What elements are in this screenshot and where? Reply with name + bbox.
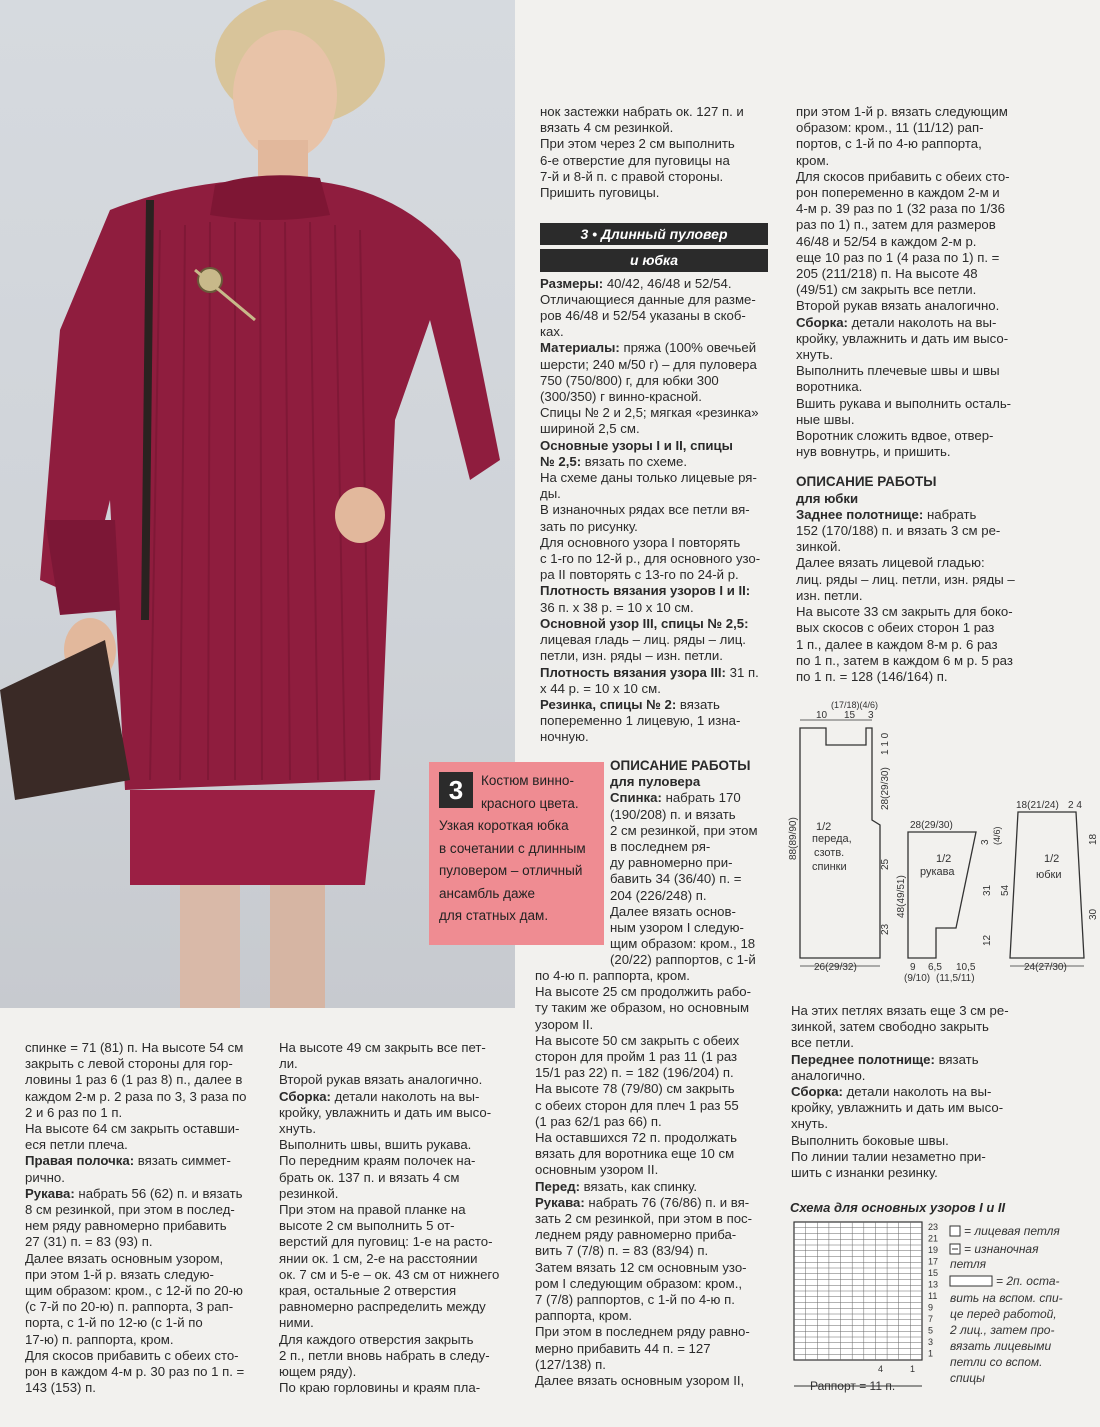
svg-text:3: 3 <box>868 710 874 721</box>
column-pullover: ОПИСАНИЕ РАБОТЫ для пуловера Спинка: набрать 170 (190/208) п. и вязать 2 см резинкой, при этом в последнем ря- ду равномерно при- бавить 34 (36/40) п. = 204 (226/248) п. Далее вязать основ- ным узором I следую- щим образом: кром., 18 (20/22) раппортов, с 1-й <box>610 758 758 968</box>
svg-text:18: 18 <box>1088 833 1099 845</box>
svg-text:переда,: переда, <box>812 833 852 845</box>
svg-text:(4/6): (4/6) <box>992 826 1002 845</box>
svg-text:1/2: 1/2 <box>1044 853 1060 865</box>
svg-text:(9/10): (9/10) <box>904 973 931 984</box>
pattern-schematics <box>786 700 1100 990</box>
svg-text:30: 30 <box>1088 908 1099 920</box>
svg-text:26(29/32): 26(29/32) <box>814 962 857 973</box>
svg-text:сзотв.: сзотв. <box>814 847 845 859</box>
svg-text:(17/18)(4/6): (17/18)(4/6) <box>831 700 879 710</box>
svg-text:15: 15 <box>844 710 856 721</box>
chart-row-number: 17 <box>928 1256 939 1267</box>
svg-text:1/2: 1/2 <box>816 821 832 833</box>
sleeve-outline <box>908 832 976 958</box>
svg-text:петля: петля <box>950 1257 987 1271</box>
column-bottom-2: На высоте 49 см закрыть все пет- ли. Второй рукав вязать аналогично. Сборка: детали наколоть на вы- кройку, увлажнить и дать им высо- хнуть. Выполнить швы, вшить рукава. По передним краям полочек на- брать ок. 137 п. и вязать 4 см резинкой. При этом на правой планке на высоте 2 см выполнить 5 от- верстий для пуговиц: 1-е на расто- янии ок. 1 см, 2-е на расстоянии ок. 7 см и 5-е – ок. 43 см от нижнего края, остальные 2 отверстия равномерно распределить между ними. Для каждого отверстия закрыть 2 п., петли вновь набрать в следу- ющем ряду). По краю горловины и краям пла- <box>279 1040 500 1396</box>
column-bottom-4: На этих петлях вязать еще 3 см ре- зинкой, затем свободно закрыть все петли. Переднее полотнище: вязать аналогично. Сборка: детали наколоть на вы- кройку, увлажнить и дать им высо- хнуть. Выполнить боковые швы. По линии талии незаметно при- шить с изнанки резинку. <box>791 1003 1009 1181</box>
svg-text:88(89/90): 88(89/90) <box>788 817 799 860</box>
chart-row-number: 9 <box>928 1302 934 1313</box>
svg-text:48(49/51): 48(49/51) <box>896 875 907 918</box>
svg-text:18(21/24): 18(21/24) <box>1016 800 1059 811</box>
knitting-chart-block <box>790 1200 1090 1215</box>
svg-text:вязать лицевыми: вязать лицевыми <box>950 1339 1052 1353</box>
chart-row-number: 3 <box>928 1337 934 1347</box>
svg-text:= лицевая петля: = лицевая петля <box>964 1224 1060 1238</box>
chart-row-number: 19 <box>928 1245 939 1255</box>
col-marker: 1 <box>910 1364 916 1374</box>
svg-text:54: 54 <box>1000 884 1011 896</box>
svg-text:3: 3 <box>980 839 991 845</box>
chart-row-number: 5 <box>928 1325 934 1336</box>
chart-row-number: 15 <box>928 1268 939 1278</box>
svg-text:23: 23 <box>880 923 891 935</box>
svg-text:петли со вспом.: петли со вспом. <box>950 1355 1043 1369</box>
section-title-2: и юбка <box>540 249 768 271</box>
svg-text:28(29/30): 28(29/30) <box>880 767 891 810</box>
svg-text:(11,5/11): (11,5/11) <box>936 973 975 984</box>
svg-text:10: 10 <box>816 710 828 721</box>
svg-text:9: 9 <box>910 962 916 973</box>
svg-text:спицы: спицы <box>950 1371 985 1385</box>
svg-text:юбки: юбки <box>1036 869 1062 881</box>
skirt-outline <box>1010 812 1084 958</box>
chart-row-number: 23 <box>928 1222 939 1232</box>
svg-text:6,5: 6,5 <box>928 962 942 973</box>
svg-text:28(29/30): 28(29/30) <box>910 820 953 831</box>
chart-rapport: Раппорт = 11 п. <box>810 1379 896 1393</box>
knitting-chart <box>790 1218 1090 1398</box>
svg-text:спинки: спинки <box>812 861 847 873</box>
svg-text:рукава: рукава <box>920 866 955 878</box>
column-top-middle: нок застежки набрать ок. 127 п. и вязать 4 см резинкой. При этом через 2 см выполнить 6-е отверстие для пуговицы на 7-й и 8-й п. с правой стороны. Пришить пуговицы. 3 • Длинный пуловер и юбка Размеры: 40/42, 46/48 и 52/54. Отличающиеся данные для разме- ров 46/48 и 52/54 указаны в скоб- ках. Материалы: пряжа (100% овечьей шерсти; 240 м/50 г) – для пуловера 750 (750/800) г, для юбки 300 (300/350) г винно-красной. Спицы № 2 и 2,5; мягкая «резинка» шириной 2,5 см. Основные узоры I и II, спицы № 2,5: вязать по схеме. На схеме даны только лицевые ря- ды. В изнаночных рядах все петли вя- зать по рисунку. Для основного узора I повторять с 1-го по 12-й р., для основного узо- ра II повторять с 13-го по 24-й р. Плотность вязания узоров I и II: 36 п. х 38 р. = 10 х 10 см. Основной узор III, спицы № 2,5: лицевая гладь – лиц. ряды – лиц. петли, изн. ряды – изн. петли. Плотность вязания узора III: 31 п. х 44 р. = 10 х 10 см. Резинка, спицы № 2: вязать попеременно 1 лицевую, 1 изна- ночную. <box>540 104 768 746</box>
chart-row-number: 11 <box>928 1291 938 1301</box>
caption-number: 3 <box>439 772 473 808</box>
svg-text:1 1 0: 1 1 0 <box>880 732 891 755</box>
caption-text: Костюм винно- красного цвета. Узкая короткая юбка в сочетании с длинным пуловером – отличный ансамбль даже для статных дам. <box>439 773 586 923</box>
chart-row-number: 1 <box>928 1348 934 1359</box>
svg-text:2 4: 2 4 <box>1068 800 1082 811</box>
chart-row-number: 7 <box>928 1314 934 1324</box>
svg-text:12: 12 <box>982 934 993 946</box>
chart-title: Схема для основных узоров I и II <box>790 1200 1006 1215</box>
chart-legend <box>949 1224 1063 1385</box>
svg-text:2 лиц., затем про-: 2 лиц., затем про- <box>950 1323 1055 1337</box>
svg-text:25: 25 <box>880 858 891 870</box>
svg-text:10,5: 10,5 <box>956 962 976 973</box>
column-top-right: при этом 1-й р. вязать следующим образом: кром., 11 (11/12) рап- портов, с 1-й по 4-ю раппорта, кром. Для скосов прибавить с обеих сто- рон попеременно в каждом 2-м и 4-м р. 39 раз по 1 (32 раза по 1/36 раз по 1) п., затем для размеров 46/48 и 52/54 в каждом 2-м р. еще 10 раз по 1 (4 раза по 1) п. = 205 (211/218) п. На высоте 48 (49/51) см закрыть все петли. Второй рукав вязать аналогично. Сборка: детали наколоть на вы- кройку, увлажнить и дать им высо- хнуть. Выполнить плечевые швы и швы воротника. Вшить рукава и выполнить осталь- ные швы. Воротник сложить вдвое, отвер- нув вовнутрь, и пришить. ОПИСАНИЕ РАБОТЫ для юбки Заднее полотнище: набрать 152 (170/188) п. и вязать 3 см ре- зинкой. Далее вязать лицевой гладью: лиц. ряды – лиц. петли, изн. ряды – изн. петли. На высоте 33 см закрыть для боко- вых скосов с обеих сторон 1 раз 1 п., далее в каждом 8-м р. 6 раз по 1 п., затем в каждом 6 м р. 5 раз по 1 п. = 128 (146/164) п. <box>796 104 1015 684</box>
svg-text:31: 31 <box>982 884 993 896</box>
chart-row-number: 13 <box>928 1279 939 1290</box>
svg-text:= 2п. оста-: = 2п. оста- <box>996 1274 1060 1288</box>
svg-text:= изнаночная: = изнаночная <box>964 1242 1039 1256</box>
col-marker: 4 <box>878 1364 884 1374</box>
section-title: 3 • Длинный пуловер <box>540 223 768 245</box>
svg-text:24(27/30): 24(27/30) <box>1024 962 1067 973</box>
svg-text:1/2: 1/2 <box>936 853 952 865</box>
chart-row-numbers <box>928 1222 938 1359</box>
column-bottom-1: спинке = 71 (81) п. На высоте 54 см закрыть с левой стороны для гор- ловины 1 раз 6 (1 раз 8) п., далее в каждом 2-м р. 2 раза по 3, 3 раза по 2 и 6 раз по 1 п. На высоте 64 см закрыть оставши- еся петли плеча. Правая полочка: вязать симмет- рично. Рукава: набрать 56 (62) п. и вязать 8 см резинкой, при этом в послед- нем ряду равномерно прибавить 27 (31) п. = 83 (93) п. Далее вязать основным узором, при этом 1-й р. вязать следую- щим образом: кром., с 12-й по 20-ю (с 7-й по 20-ю) п. раппорта, 3 рап- порта, с 1-й по 12-ю (с 1-й по 17-ю) п. раппорта, кром. Для скосов прибавить с обеих сто- рон в каждом 4-м р. 30 раз по 1 п. = 143 (153) п. <box>25 1040 247 1396</box>
chart-row-number: 21 <box>928 1233 939 1244</box>
svg-text:це перед работой,: це перед работой, <box>950 1307 1057 1321</box>
svg-text:вить на вспом. спи-: вить на вспом. спи- <box>950 1291 1063 1305</box>
photo-caption <box>429 762 604 945</box>
column-bottom-3: по 4-ю п. раппорта, кром. На высоте 25 см продолжить рабо- ту таким же образом, но основным узором II. На высоте 50 см закрыть с обеих сторон для пройм 1 раз 11 (1 раз 15/1 раз 22) п. = 182 (196/204) п. На высоте 78 (79/80) см закрыть с обеих сторон для плеч 1 раз 55 (1 раз 62/1 раз 66) п. На оставшихся 72 п. продолжать вязать для воротника еще 10 см основным узором II. Перед: вязать, как спинку. Рукава: набрать 76 (76/86) п. и вя- зать 2 см резинкой, при этом в пос- леднем ряду равномерно приба- вить 7 (7/8) п. = 83 (83/94) п. Затем вязать 12 см основным узо- ром I следующим образом: кром., 7 (7/8) раппортов, с 1-й по 4-ю п. раппорта, кром. При этом в последнем ряду равно- мерно прибавить 44 п. = 127 (127/138) п. Далее вязать основным узором II, <box>535 968 753 1389</box>
